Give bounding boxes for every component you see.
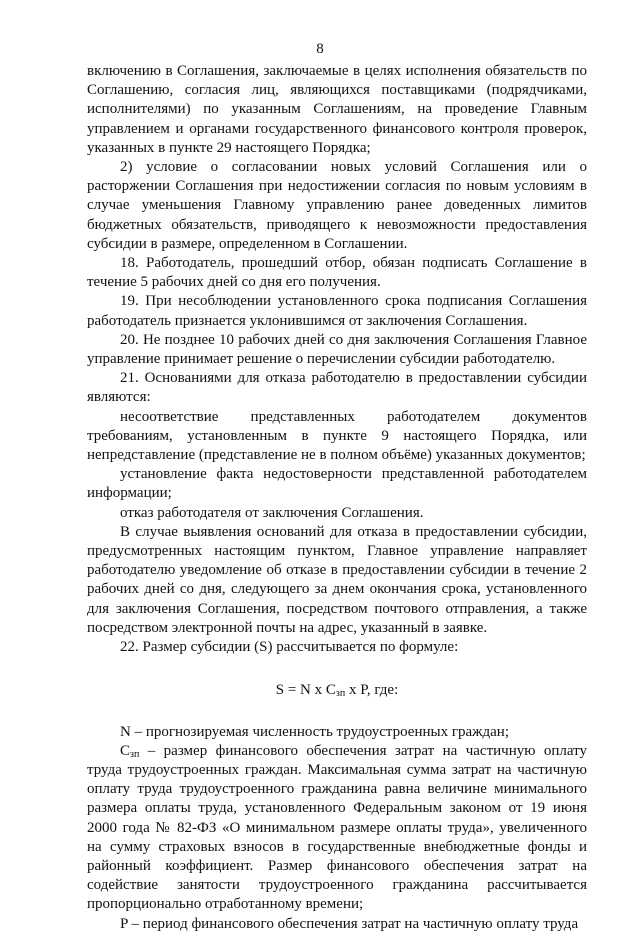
formula-prefix: S = N x C (275, 682, 336, 699)
definition-c (87, 742, 587, 915)
definition-c-subscript: зп (130, 748, 140, 760)
subsidy-formula (87, 681, 587, 700)
paragraph-item-21: 21. Основаниями для отказа работодателю в предоставлении субсидии являются: (87, 370, 587, 406)
paragraph-item-19: 19. При несоблюдении установленного срока подписания Соглашения работодатель признается уклонившимся от заключения Соглашения. (87, 293, 587, 329)
paragraph-item-22: 22. Размер субсидии (S) рассчитывается по формуле: (120, 639, 459, 656)
paragraph-refusal-ground-3: отказ работодателя от заключения Соглашения. (120, 504, 424, 521)
document-body (87, 62, 587, 934)
paragraph-refusal-ground-1: несоответствие представленных работодателем документов требованиям, установленным в пункте 9 настоящего Порядка, или непредставление (представление не в полном объёме) указанных документов; (87, 408, 587, 464)
paragraph-consent-clause: включению в Соглашения, заключаемые в целях исполнения обязательств по Соглашению, согласия лиц, являющихся поставщиками (подрядчиками, исполнителями) по указанным Соглашениям, на проведение Главным управлением и органами государственного финансового контроля проверок, указанных в пункте 29 настоящего Порядка; (87, 63, 587, 156)
definition-p: P – период финансового обеспечения затрат на частичную оплату труда (120, 915, 579, 932)
definition-c-symbol: C (120, 742, 131, 759)
page-number: 8 (316, 41, 324, 57)
formula-subscript: зп (335, 688, 346, 700)
definition-n: N – прогнозируемая численность трудоустроенных граждан; (120, 723, 509, 740)
definition-c-text: – размер финансового обеспечения затрат на частичную оплату труда трудоустроенных граждан. Максимальная сумма затрат на частичную оплату труда трудоустроенного гражданина равна величине минимального размера оплаты труда, установленного Федеральным законом от 19 июня 2000 года № 82-ФЗ «О минимальном размере оплаты труда», увеличенного на сумму страховых взносов в государственные внебюджетные фонды и районный коэффициент. Размер финансового обеспечения затрат на содействие занятости трудоустроенного гражданина рассчитывается пропорционально отработанному времени; (87, 742, 587, 913)
formula-suffix: x P, где: (345, 682, 399, 699)
paragraph-condition-2: 2) условие о согласовании новых условий Соглашения или о расторжении Соглашения при недостижении согласия по новым условиям в случае уменьшения Главному управлению ранее доведенных лимитов бюджетных обязательств, приводящего к невозможности предоставления субсидии в размере, определенном в Соглашении. (87, 159, 587, 252)
paragraph-item-20: 20. Не позднее 10 рабочих дней со дня заключения Соглашения Главное управление принимает решение о перечислении субсидии работодателю. (87, 331, 587, 368)
paragraph-refusal-notice: В случае выявления оснований для отказа в предоставлении субсидии, предусмотренных настоящим пунктом, Главное управление направляет работодателю уведомление об отказе в предоставлении субсидии в течение 2 рабочих дней со дня, следующего за днем окончания срока, установленного для заключения Соглашения, посредством почтового отправления, а также посредством электронной почты на адрес, указанный в заявке. (87, 523, 587, 636)
paragraph-refusal-ground-2: установление факта недостоверности представленной работодателем информации; (87, 466, 587, 502)
paragraph-item-18: 18. Работодатель, прошедший отбор, обязан подписать Соглашение в течение 5 рабочих дней со дня его получения. (87, 255, 587, 291)
